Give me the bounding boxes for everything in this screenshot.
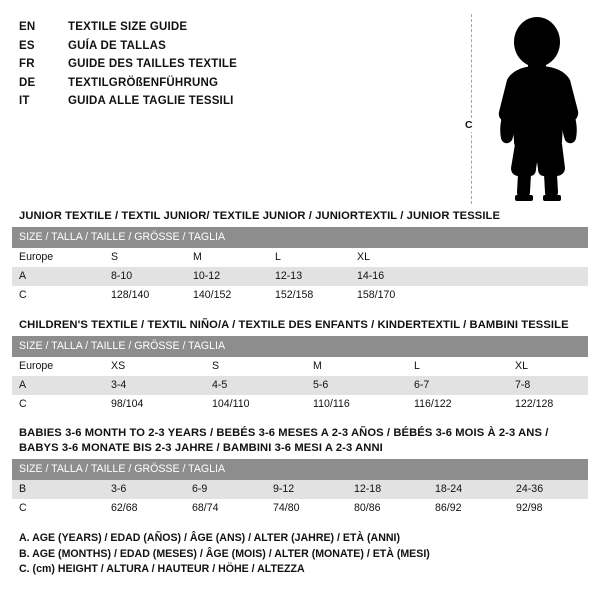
cell: 7-8 xyxy=(508,376,588,395)
children-size-table xyxy=(12,336,588,414)
language-code: EN xyxy=(19,21,36,33)
babies-size-table xyxy=(12,459,588,518)
cell: 62/68 xyxy=(104,499,185,518)
row-label: C xyxy=(12,395,104,414)
language-code: DE xyxy=(19,76,36,89)
legend-block xyxy=(12,518,588,578)
language-row xyxy=(19,92,449,111)
spacer xyxy=(12,414,588,426)
language-title: GUÍA DE TALLAS xyxy=(68,39,166,52)
cell-empty xyxy=(432,286,588,305)
table-row xyxy=(12,267,588,286)
language-title: TEXTILGRÖßENFÜHRUNG xyxy=(68,76,219,89)
junior-size-table xyxy=(12,227,588,305)
cell: XL xyxy=(508,357,588,376)
cell: 18-24 xyxy=(428,480,509,499)
language-row xyxy=(19,37,449,56)
table-row xyxy=(12,376,588,395)
table-header-row xyxy=(12,459,588,480)
cell: 92/98 xyxy=(509,499,588,518)
cell: 152/158 xyxy=(268,286,350,305)
cell: S xyxy=(205,357,306,376)
cell: 104/110 xyxy=(205,395,306,414)
legend-line-a: A. AGE (YEARS) / EDAD (AÑOS) / ÂGE (ANS) / ALTER (JAHRE) / ETÀ (ANNI) xyxy=(19,532,400,544)
language-title: GUIDE DES TAILLES TEXTILE xyxy=(68,58,237,70)
language-row xyxy=(19,74,449,93)
language-code: IT xyxy=(19,95,30,107)
toddler-silhouette-icon xyxy=(487,16,591,207)
section-title-children: CHILDREN'S TEXTILE / TEXTIL NIÑO/A / TEXTILE DES ENFANTS / KINDERTEXTIL / BAMBINI TESSILE xyxy=(19,319,569,331)
cell: 12-18 xyxy=(347,480,428,499)
cell: 10-12 xyxy=(186,267,268,286)
cell: XL xyxy=(350,248,432,267)
cell: L xyxy=(407,357,508,376)
cell: 86/92 xyxy=(428,499,509,518)
language-title-list xyxy=(12,14,449,111)
cell: M xyxy=(306,357,407,376)
cell: L xyxy=(268,248,350,267)
row-label: B xyxy=(12,480,104,499)
cell: M xyxy=(186,248,268,267)
cell: 110/116 xyxy=(306,395,407,414)
table-row xyxy=(12,395,588,414)
cell: 14-16 xyxy=(350,267,432,286)
header-area xyxy=(12,14,588,210)
cell-empty xyxy=(432,267,588,286)
table-row xyxy=(12,357,588,376)
cell: 98/104 xyxy=(104,395,205,414)
cell: XS xyxy=(104,357,205,376)
row-label: A xyxy=(12,267,104,286)
row-label: Europe xyxy=(12,248,104,267)
cell: 3-6 xyxy=(104,480,185,499)
cell: 6-9 xyxy=(185,480,266,499)
table-header-label: SIZE / TALLA / TAILLE / GRÖSSE / TAGLIA xyxy=(12,227,588,248)
legend-line-c: C. (cm) HEIGHT / ALTURA / HAUTEUR / HÖHE / ALTEZZA xyxy=(19,563,305,575)
row-label: A xyxy=(12,376,104,395)
cell: 3-4 xyxy=(104,376,205,395)
cell: S xyxy=(104,248,186,267)
table-row xyxy=(12,480,588,499)
cell: 4-5 xyxy=(205,376,306,395)
height-measure-line xyxy=(471,14,472,204)
table-header-row xyxy=(12,227,588,248)
language-code: ES xyxy=(19,39,35,52)
legend-line-b: B. AGE (MONTHS) / EDAD (MESES) / ÂGE (MOIS) / ALTER (MONATE) / ETÀ (MESI) xyxy=(19,547,430,560)
language-row xyxy=(19,55,449,74)
cell: 5-6 xyxy=(306,376,407,395)
section-title-junior: JUNIOR TEXTILE / TEXTIL JUNIOR/ TEXTILE JUNIOR / JUNIORTEXTIL / JUNIOR TESSILE xyxy=(19,210,501,222)
cell: 12-13 xyxy=(268,267,350,286)
language-row xyxy=(19,18,449,37)
row-label: C xyxy=(12,286,104,305)
cell: 140/152 xyxy=(186,286,268,305)
table-header-row xyxy=(12,336,588,357)
table-row xyxy=(12,286,588,305)
table-row xyxy=(12,499,588,518)
table-header-label: SIZE / TALLA / TAILLE / GRÖSSE / TAGLIA xyxy=(12,459,588,480)
cell: 9-12 xyxy=(266,480,347,499)
spacer xyxy=(12,305,588,319)
cell: 8-10 xyxy=(104,267,186,286)
measurement-figure xyxy=(449,14,588,204)
table-header-label: SIZE / TALLA / TAILLE / GRÖSSE / TAGLIA xyxy=(12,336,588,357)
language-code: FR xyxy=(19,58,35,70)
cell: 122/128 xyxy=(508,395,588,414)
row-label: Europe xyxy=(12,357,104,376)
measure-label-c: C xyxy=(465,119,473,131)
section-title-babies: BABIES 3-6 MONTH TO 2-3 YEARS / BEBÉS 3-6 MESES A 2-3 AÑOS / BÉBÉS 3-6 MOIS À 2-3 ANS / BABYS 3-6 MONATE BIS 2-3 JAHRE / BAMBINI 3-6 MESI A 2-3 ANNI xyxy=(19,427,549,454)
table-row xyxy=(12,248,588,267)
cell-empty xyxy=(432,248,588,267)
row-label: C xyxy=(12,499,104,518)
cell: 80/86 xyxy=(347,499,428,518)
language-title: TEXTILE SIZE GUIDE xyxy=(68,21,188,33)
cell: 68/74 xyxy=(185,499,266,518)
cell: 158/170 xyxy=(350,286,432,305)
cell: 74/80 xyxy=(266,499,347,518)
language-title: GUIDA ALLE TAGLIE TESSILI xyxy=(68,95,234,107)
cell: 128/140 xyxy=(104,286,186,305)
cell: 24-36 xyxy=(509,480,588,499)
cell: 6-7 xyxy=(407,376,508,395)
cell: 116/122 xyxy=(407,395,508,414)
